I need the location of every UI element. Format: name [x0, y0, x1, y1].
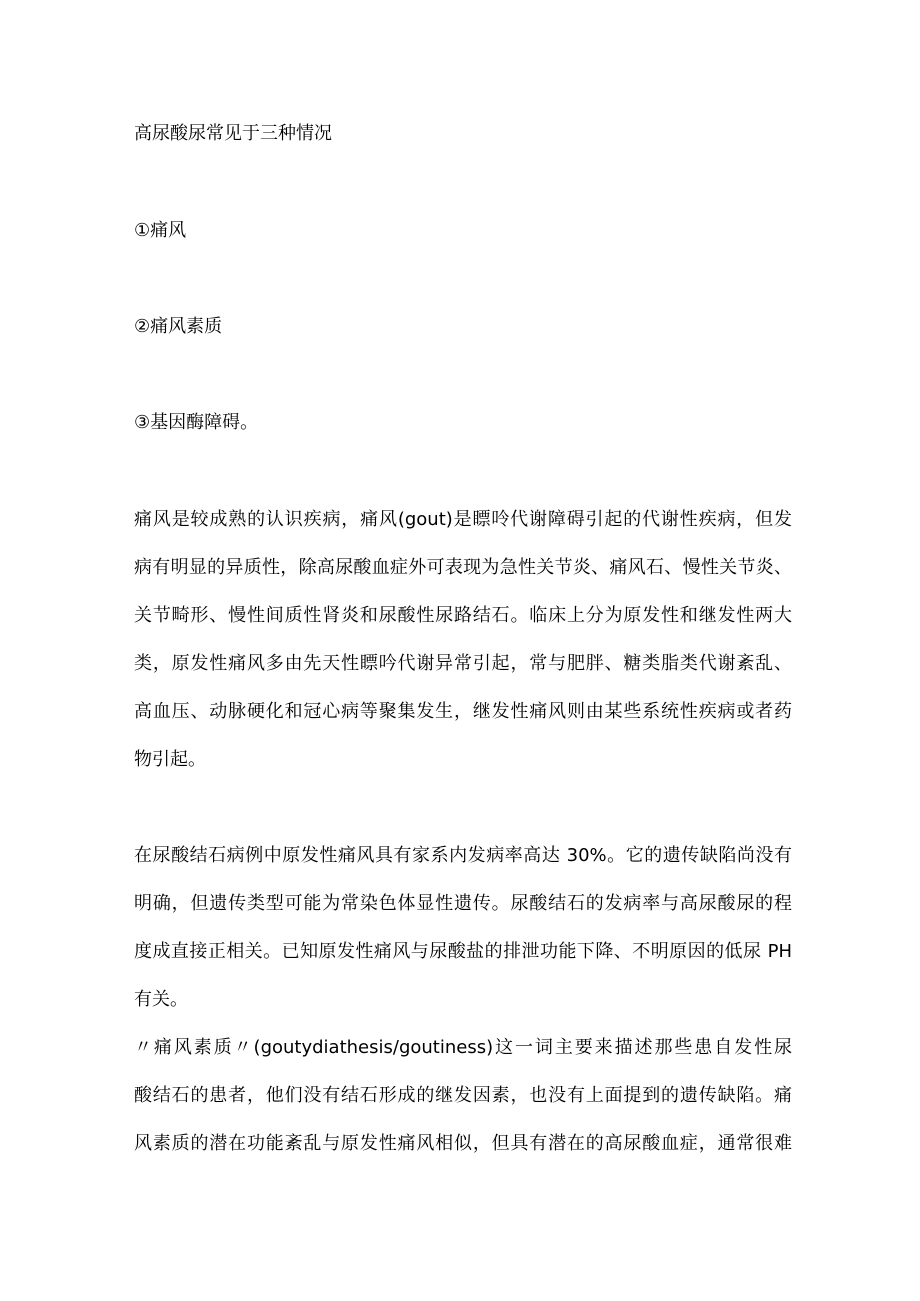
list-item-2: ②痛风素质 — [134, 316, 223, 337]
paragraph-1-line: 关节畸形、慢性间质性肾炎和尿酸性尿路结石。临床上分为原发性和继发性两大 — [134, 605, 792, 626]
list-item-1: ①痛风 — [134, 220, 187, 241]
paragraph-1-line: 病有明显的异质性，除高尿酸血症外可表现为急性关节炎、痛风石、慢性关节炎、 — [134, 557, 792, 578]
paragraph-2-line: 度成直接正相关。已知原发性痛风与尿酸盐的排泄功能下降、不明原因的低尿 PH — [134, 941, 792, 962]
paragraph-1-line: 痛风是较成熟的认识疾病，痛风(gout)是瞟呤代谢障碍引起的代谢性疾病，但发 — [134, 509, 792, 530]
list-item-3: ③基因酶障碍。 — [134, 412, 259, 433]
document-heading: 高尿酸尿常见于三种情况 — [134, 123, 332, 144]
paragraph-3-line: 酸结石的患者，他们没有结石形成的继发因素，也没有上面提到的遗传缺陷。痛 — [134, 1085, 792, 1106]
paragraph-2-line: 有关。 — [134, 989, 188, 1010]
paragraph-2-line: 明确，但遗传类型可能为常染色体显性遗传。尿酸结石的发病率与高尿酸尿的程 — [134, 893, 792, 914]
paragraph-1-line: 物引起。 — [134, 749, 206, 770]
paragraph-3-line: 〃痛风素质〃(goutydiathesis/goutiness)这一词主要来描述那些患自发性尿 — [134, 1037, 792, 1058]
paragraph-3-line: 风素质的潜在功能紊乱与原发性痛风相似，但具有潜在的高尿酸血症，通常很难 — [134, 1133, 792, 1154]
paragraph-1-line: 高血压、动脉硬化和冠心病等聚集发生，继发性痛风则由某些系统性疾病或者药 — [134, 701, 792, 722]
paragraph-2-line: 在尿酸结石病例中原发性痛风具有家系内发病率高达 30%。它的遗传缺陷尚没有 — [134, 845, 792, 866]
paragraph-1-line: 类，原发性痛风多由先天性瞟吟代谢异常引起，常与肥胖、糖类脂类代谢紊乱、 — [134, 653, 792, 674]
